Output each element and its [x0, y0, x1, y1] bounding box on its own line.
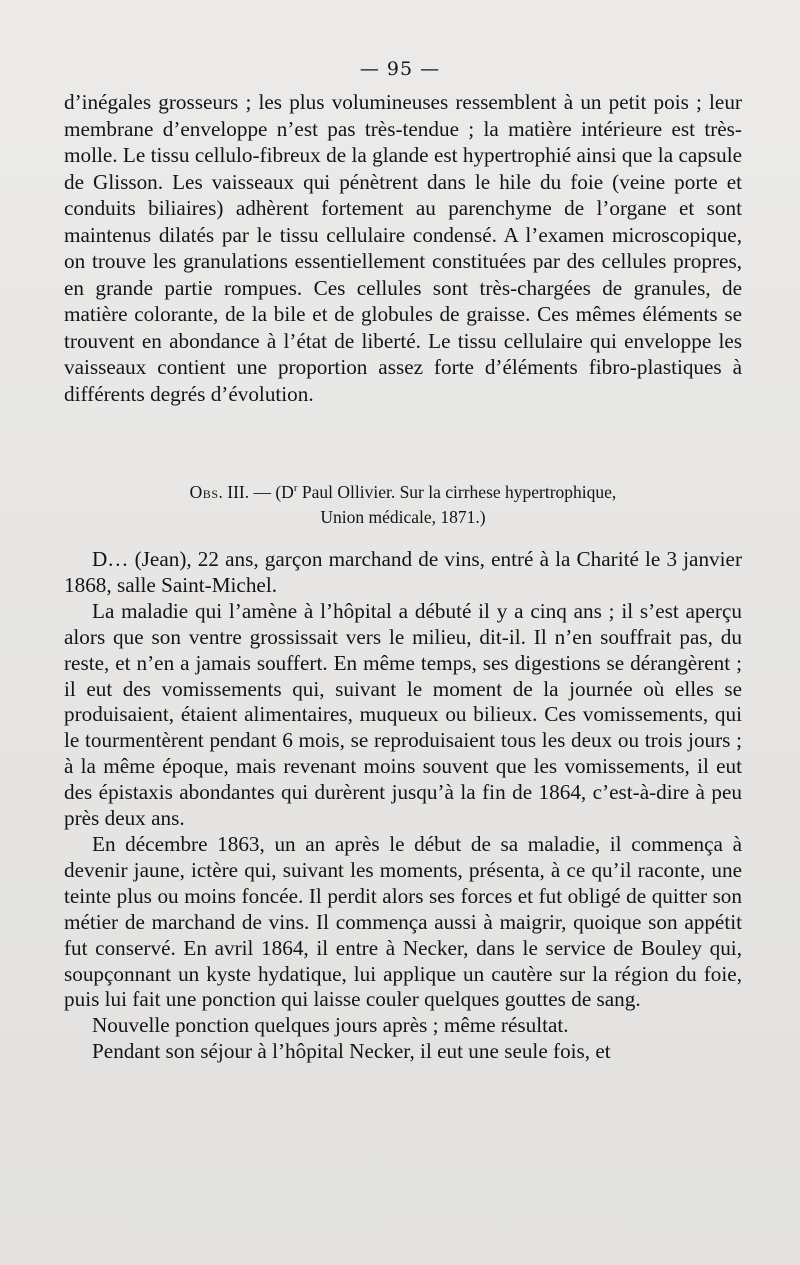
observation-title: Paul Ollivier. Sur la cirrhese hypertrophique, [297, 482, 617, 502]
case-paragraph-history: La maladie qui l’amène à l’hôpital a débuté il y a cinq ans ; il s’est aperçu alors que son ventre grossissait vers le milieu, dit-il. Il n’en souffrait pas, du reste, et n’en a jamais souffert. En même temps, ses digestions se dérangèrent ; il eut des vomissements qui, suivant le moment de la journée où elles se produisaient, étaient alimentaires, muqueux ou bilieux. Ces vomissements, qui le tourmentèrent pendant 6 mois, se reproduisaient tous les deux ou trois jours ; à la même époque, mais revenant moins souvent que les vomissements, il eut des épistaxis abondantes qui durèrent jusqu’à la fin de 1864, c’est-à-dire à peu près deux ans. [64, 598, 742, 831]
case-paragraph-icterus: En décembre 1863, un an après le début de sa maladie, il commença à devenir jaune, ictère qui, suivant les moments, présenta, à ce qu’il raconte, une teinte plus ou moins foncée. Il perdit alors ses forces et fut obligé de quitter son métier de marchand de vins. Il commença aussi à maigrir, quoique son appétit fut conservé. En avril 1864, il entre à Necker, dans le service de Bouley qui, soupçonnant un kyste hydatique, lui applique un cautère sur la région du foie, puis lui fait une ponction qui laisse couler quelques gouttes de sang. [64, 831, 742, 1012]
observation-heading-line-1 [60, 480, 746, 505]
observation-source: Union médicale, 1871.) [320, 507, 486, 527]
observation-heading [60, 480, 746, 530]
case-report [64, 547, 742, 1065]
doctor-superscript: r [293, 482, 298, 495]
case-paragraph-patient: D… (Jean), 22 ans, garçon marchand de vins, entré à la Charité le 3 janvier 1868, salle Saint-Michel. [64, 547, 742, 597]
observation-number: . III. — (D [218, 482, 294, 502]
observation-label: Obs [189, 482, 219, 502]
case-paragraph-second-puncture: Nouvelle ponction quelques jours après ; même résultat. [92, 1013, 569, 1038]
paragraph-intro: d’inégales grosseurs ; les plus volumineuses ressemblent à un petit pois ; leur membrane d’enveloppe n’est pas très-tendue ; la matière intérieure est très-molle. Le tissu cellulo-fibreux de la glande est hypertrophié ainsi que la capsule de Glisson. Les vaisseaux qui pénètrent dans le hile du foie (veine porte et conduits biliaires) adhèrent fortement au parenchyme de l’organe et sont maintenus dilatés par le tissu cellulaire condensé. A l’examen microscopique, on trouve les granulations essentiellement constituées par des cellules propres, en grande partie rompues. Ces cellules sont très-chargées de granules, de matière colorante, de la bile et de globules de graisse. Ces mêmes éléments se trouvent en abondance à l’état de liberté. Le tissu cellulaire qui enveloppe les vaisseaux contient une proportion assez forte d’éléments fibro-plastiques à différents degrés d’évolution. [64, 90, 742, 406]
case-paragraph-necker-stay: Pendant son séjour à l’hôpital Necker, il eut une seule fois, et [92, 1039, 611, 1064]
page-number: — 95 — [359, 58, 441, 80]
